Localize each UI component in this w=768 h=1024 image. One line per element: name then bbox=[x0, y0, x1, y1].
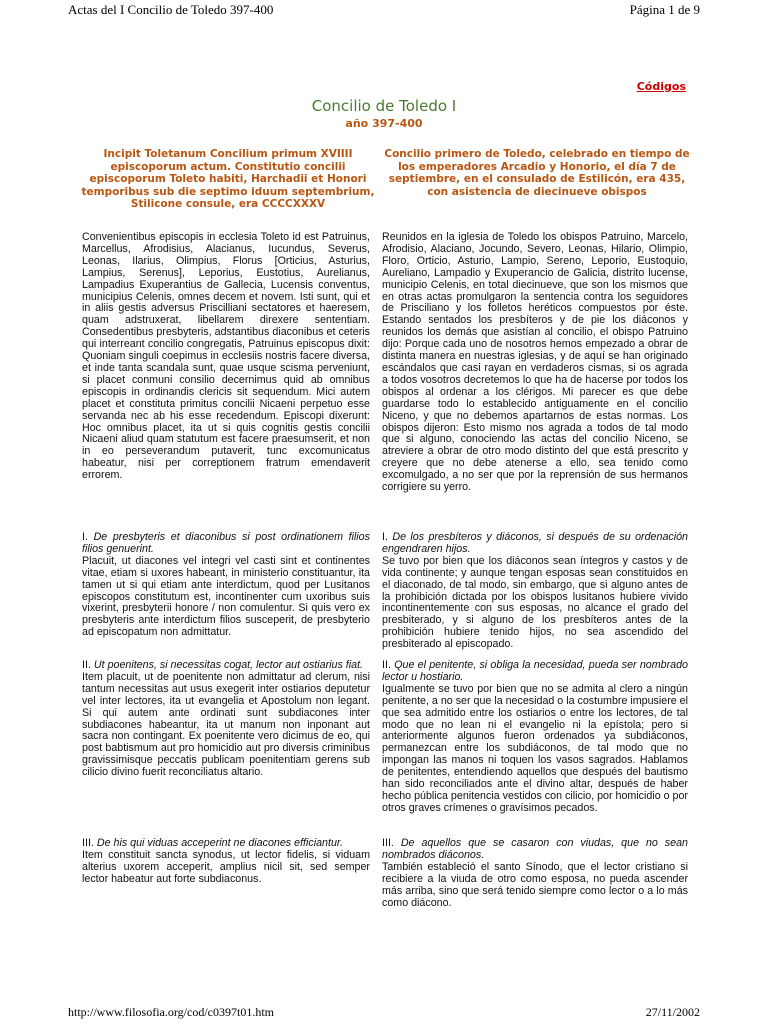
spanish-section-1-heading: De los presbíteros y diáconos, si después de su ordenación engendraren hijos. bbox=[382, 531, 688, 555]
latin-section-1-heading: De presbyteris et diaconibus si post ordinationem filios filios genuerint. bbox=[82, 531, 370, 555]
print-date: 27/11/2002 bbox=[645, 1005, 700, 1019]
spanish-section-2-number: II. bbox=[382, 659, 391, 671]
codigos-link[interactable]: Códigos bbox=[636, 80, 686, 93]
spanish-section-3-text: También estableció el santo Sínodo, que el lector cristiano si recibiere a la viuda de otro como esposa, no pueda ascender más arriba, sino que será tenido siempre como lector o a lo más como diácono. bbox=[382, 860, 688, 909]
spanish-section-2-title bbox=[382, 660, 688, 684]
spanish-section-1-title bbox=[382, 532, 688, 556]
spanish-heading: Concilio primero de Toledo, celebrado en tiempo de los emperadores Arcadio y Honorio, el día 7 de septiembre, en el consulado de Estilicón, era 435, con asistencia de diecinueve obispos bbox=[384, 148, 690, 198]
latin-section-3 bbox=[82, 838, 370, 886]
page-url: http://www.filosofia.org/cod/c0397t01.htm bbox=[68, 1005, 274, 1019]
spanish-section-1-number: I. bbox=[382, 531, 388, 543]
latin-heading: Incipit Toletanum Concilium primum XVIIII episcoporum actum. Constitutio concilii episcoporum Toleto habiti, Harchadii et Honori temporibus sub die septimo iduum septembrium, Stilicone consule, era CCCCXXXV bbox=[81, 148, 375, 211]
page-title: Concilio de Toledo I bbox=[311, 97, 457, 115]
latin-section-1-text: Placuit, ut diacones vel integri vel casti sint et continentes vitae, etiam si uxores habeant, in ministerio constituantur, ita tamen ut si qui etiam ante interdictum, quod per Lusitanos episcopos constitutum est, incontinenter cum uxoribus suis vixerint, presbyterii honore / non comulentur. Si quis vero ex presbyteris ante interdictum filios susceperit, de presbyterio ad episcopatum non admittatur. bbox=[82, 554, 370, 639]
spanish-section-3-heading: De aquellos que se casaron con viudas, que no sean nombrados diáconos. bbox=[382, 837, 688, 861]
latin-section-2-number: II. bbox=[82, 659, 91, 671]
latin-section-2-heading: Ut poenitens, si necessitas cogat, lector aut ostiarius fiat. bbox=[93, 659, 364, 671]
spanish-section-1 bbox=[382, 532, 688, 651]
latin-section-2 bbox=[82, 660, 370, 779]
latin-section-1 bbox=[82, 532, 370, 639]
spanish-section-2-text: Igualmente se tuvo por bien que no se admita al clero a ningún penitente, a no ser que la necesidad o la costumbre impusiere el que sea admitido entre los ostiarios o entre los lectores, de tal modo que no lean ni el evangelio ni la epístola; pero si anteriormente algunos fueron ordenados ya subdiáconos, permanezcan entre los subdiáconos, de tal modo que no impongan las manos ni toquen los vasos sagrados. Hablamos de penitentes, entendiendo aquellos que después del bautismo han sido reconciliados ante el divino altar, después de haber hecho pública penitencia vestidos con cilicio, por homicidio o por otros graves crímenes o gravísimos pecados. bbox=[382, 682, 688, 814]
spanish-section-3-title bbox=[382, 838, 688, 862]
latin-section-3-number: III. bbox=[82, 837, 94, 849]
spanish-section-2-heading: Que el penitente, si obliga la necesidad, pueda ser nombrado lector u hostiario. bbox=[382, 659, 688, 683]
print-footer bbox=[68, 1005, 700, 1021]
latin-section-3-heading: De his qui viduas acceperint ne diacones efficiantur. bbox=[96, 837, 344, 849]
spanish-section-3-number: III. bbox=[382, 837, 394, 849]
spanish-section-2 bbox=[382, 660, 688, 815]
page-subtitle: año 397-400 bbox=[345, 117, 423, 130]
page-number: Página 1 de 9 bbox=[629, 2, 700, 17]
latin-section-2-text: Item placuit, ut de poenitente non admittatur ad clerum, nisi tantum necessitas aut usus exegerit inter ostiarios deputetur vel inter lectores, ita ut evangelia et Apostolum non legant. Si qui autem ante ordinati sunt subdiacones inter subdiacones habeantur, ita ut manum non inponant aut sacra non contingant. Ex poenitente vero dicimus de eo, qui post babtismum aut pro homicidio aut pro diversis criminibus gravissimisque peccatis publicam poenitentiam gerens sub cilicio divino fuerit reconciliatus altario. bbox=[82, 670, 370, 779]
spanish-section-3 bbox=[382, 838, 688, 909]
latin-section-3-text: Item constituit sancta synodus, ut lector fidelis, si viduam alterius uxorem acceperit, amplius nicil sit, sed semper lector habeatur aut forte subdiaconus. bbox=[82, 848, 370, 885]
print-header bbox=[68, 2, 700, 18]
document-title: Actas del I Concilio de Toledo 397-400 bbox=[68, 2, 274, 17]
latin-intro: Convenientibus episcopis in ecclesia Toleto id est Patruinus, Marcellus, Afrodisius, Alacianus, Iucundus, Severus, Leonas, Ilarius, Olimpius, Florus [Orticius, Asturius, Lampius, Serenus], Leporius, Eustotius, Aurelianus, Lampadius Exuperantius de Gallecia, Lucensis conventus, municipius Celenis, omnes decem et novem. Isti sunt, qui et in aliis gestis adversus Priscilliani sectatores et haeresem, quam adstruxerat, libellarem direxere sententiam. Consedentibus presbyteris, adstantibus diaconibus et ceteris qui interreant concilio congregatis, Patruinus episcopus dixit: Quoniam singuli coepimus in ecclesiis nostris facere diversa, et inde tanta scandala sunt, quae usque scisma perveniunt, si placet conmuni consilio decernimus quid ab omnibus episcopis in ordinandis clericis sit sequendum. Mici autem placet et constituta primitus concilii Nicaeni perpetuo esse servanda nec ab his esse recedendum. Episcopi dixerunt: Hoc omnibus placet, ita ut si quis cognitis gestis concilii Nicaeni aliud quam statutum est facere praesumserit, et non in eo perseverandum putaverit, tunc excomunicatus habeatur, nisi per correptionem fratrum emendaverit errorem. bbox=[82, 231, 370, 482]
spanish-intro: Reunidos en la iglesia de Toledo los obispos Patruino, Marcelo, Afrodisio, Alaciano, Jocundo, Severo, Leonas, Hilario, Olimpio, Floro, Orticio, Asturio, Lampio, Sereno, Leporio, Eustoquio, Aureliano, Lampadio y Exuperancio de Galicia, distrito lucense, municipio Celenis, en total diecinueve, que son los mismos que en otras actas promulgaron la sentencia contra los seguidores de Prisciliano y los folletos heréticos compuestos por éste. Estando sentados los presbíteros y de pie los diáconos y reunidos los demás que asistían al concilio, el obispo Patruino dijo: Porque cada uno de nosotros hemos empezado a obrar de distinta manera en nuestras iglesias, y de aquí se han originado escándalos que casi rayan en verdaderos cismas, si os agrada a todos vosotros decretemos lo que ha de hacerse por todos los obispos al ordenar a los clérigos. Mi parecer es que debe guardarse todo lo establecido antiguamente en el concilio Niceno, y que no debemos apartarnos de estas normas. Los obispos dijeron: Esto mismo nos agrada a todos de tal modo que si alguno, conociendo las actas del concilio Niceno, se atreviere a obrar de otro modo distinto del que está prescrito y creyere que no debe atenerse a ello, sea tenido como excomulgado, a no ser que por la reprensión de sus hermanos corrigiere su yerro. bbox=[382, 231, 688, 494]
latin-section-1-number: I. bbox=[82, 531, 88, 543]
spanish-section-1-text: Se tuvo por bien que los diáconos sean íntegros y castos y de vida continente; y aunque tengan esposas sean constituidos en el diaconado, de tal modo, sin embargo, que si alguno antes de la prohibición dictada por los obispos lusitanos hubiere vivido incontinentemente con sus esposas, no alcance el grado del presbiterado, y si alguno de los presbíteros antes de la prohibición hubiere tenido hijos, no sea ascendido del presbiterado al episcopado. bbox=[382, 554, 688, 651]
latin-section-1-title bbox=[82, 532, 370, 556]
